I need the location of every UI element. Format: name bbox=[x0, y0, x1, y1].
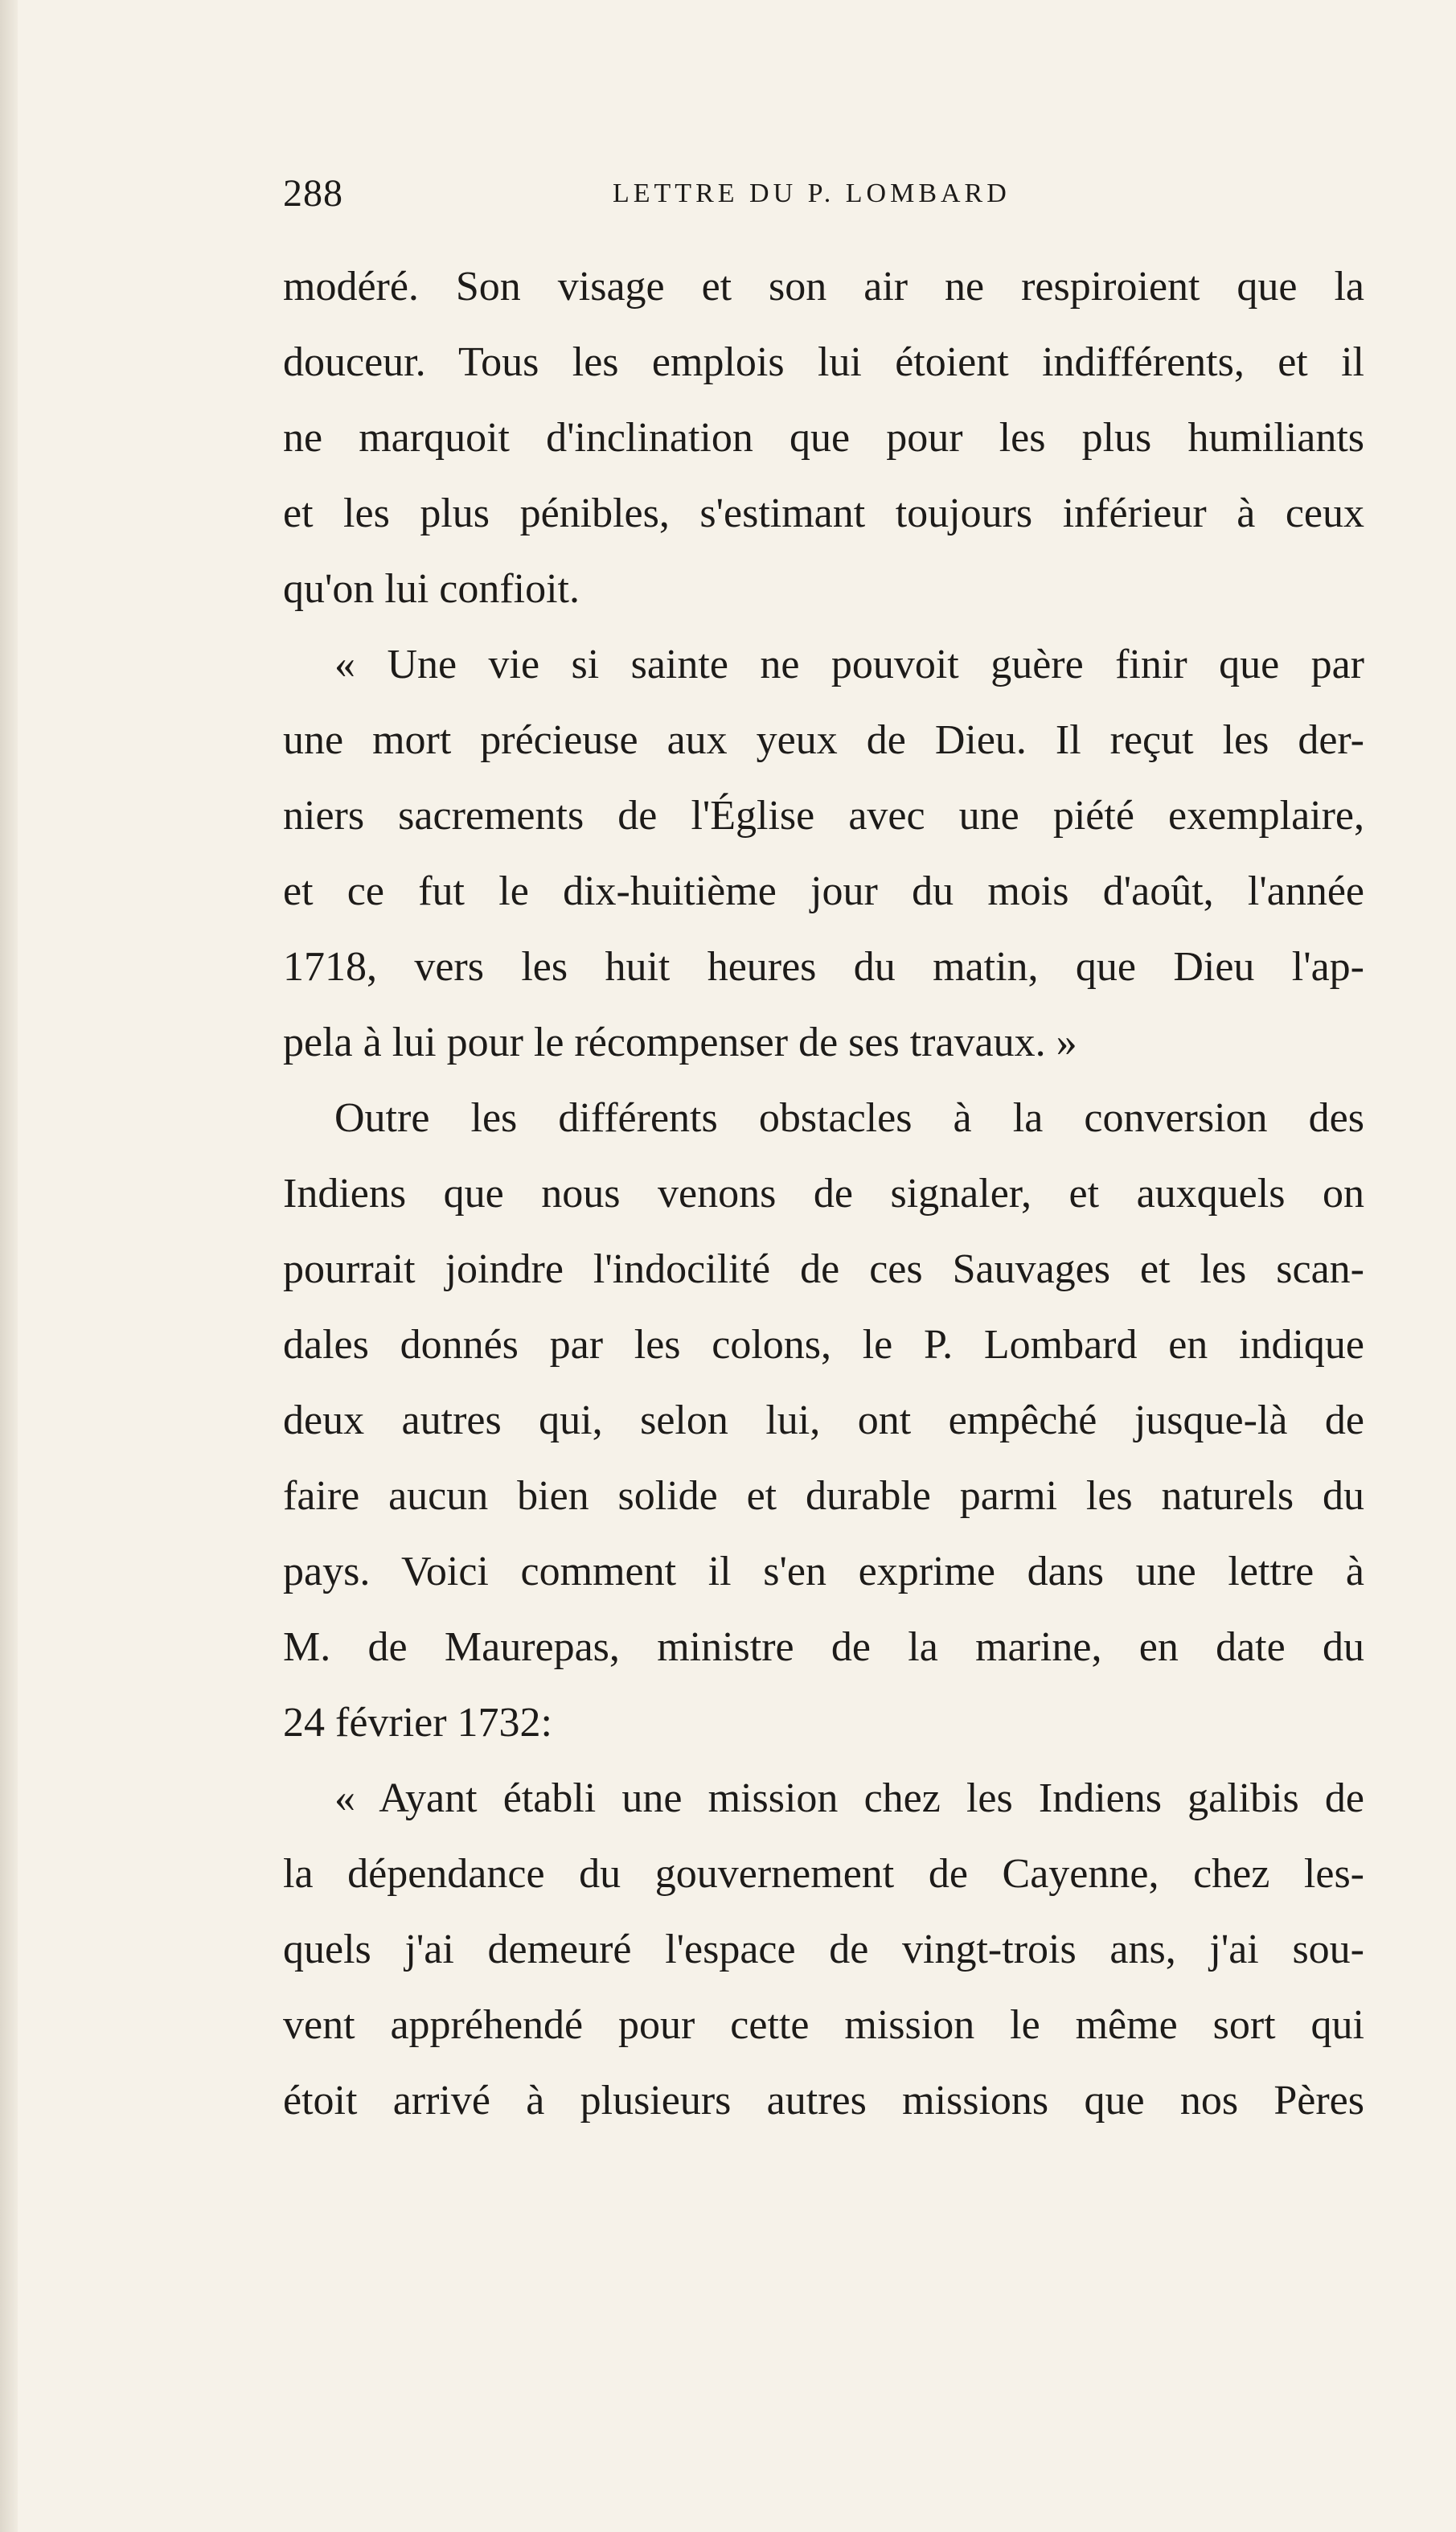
running-title: LETTRE DU P. LOMBARD bbox=[613, 179, 1011, 208]
text-line: la dépendance du gouvernement de Cayenne, chez les- bbox=[283, 1851, 1364, 1897]
text-line: Outre les différents obstacles à la conversion des bbox=[334, 1095, 1364, 1141]
text-line: douceur. Tous les emplois lui étoient indifférents, et il bbox=[283, 339, 1364, 385]
text-line: modéré. Son visage et son air ne respiroient que la bbox=[283, 264, 1364, 310]
text-line: Indiens que nous venons de signaler, et auxquels on bbox=[283, 1171, 1364, 1217]
binding-edge bbox=[0, 0, 18, 2532]
text-line: « Une vie si sainte ne pouvoit guère finir que par bbox=[334, 642, 1364, 687]
text-line: étoit arrivé à plusieurs autres missions que nos Pères bbox=[283, 2078, 1364, 2124]
text-line: 1718, vers les huit heures du matin, que Dieu l'ap- bbox=[283, 944, 1364, 990]
text-line: et les plus pénibles, s'estimant toujours inférieur à ceux bbox=[283, 490, 1364, 536]
text-line: ne marquoit d'inclination que pour les plus humiliants bbox=[283, 415, 1364, 461]
text-line: pays. Voici comment il s'en exprime dans une lettre à bbox=[283, 1549, 1364, 1594]
text-line: niers sacrements de l'Église avec une piété exemplaire, bbox=[283, 793, 1364, 839]
text-line: vent appréhendé pour cette mission le même sort qui bbox=[283, 2002, 1364, 2048]
text-line: qu'on lui confioit. bbox=[283, 566, 580, 612]
text-line: dales donnés par les colons, le P. Lombard en indique bbox=[283, 1322, 1364, 1368]
text-line: pela à lui pour le récompenser de ses travaux. » bbox=[283, 1020, 1077, 1065]
text-line: pourrait joindre l'indocilité de ces Sauvages et les scan- bbox=[283, 1246, 1364, 1292]
text-line: une mort précieuse aux yeux de Dieu. Il reçut les der- bbox=[283, 717, 1364, 763]
text-line: quels j'ai demeuré l'espace de vingt-trois ans, j'ai sou- bbox=[283, 1927, 1364, 1972]
running-head bbox=[283, 166, 1087, 222]
text-line: 24 février 1732: bbox=[283, 1700, 553, 1746]
text-line: M. de Maurepas, ministre de la marine, en date du bbox=[283, 1624, 1364, 1670]
body-text bbox=[283, 249, 1364, 2139]
text-line: « Ayant établi une mission chez les Indiens galibis de bbox=[334, 1775, 1364, 1821]
page-number: 288 bbox=[283, 172, 343, 215]
text-line: faire aucun bien solide et durable parmi les naturels du bbox=[283, 1473, 1364, 1519]
text-line: deux autres qui, selon lui, ont empêché jusque-là de bbox=[283, 1397, 1364, 1443]
text-line: et ce fut le dix-huitième jour du mois d'août, l'année bbox=[283, 868, 1364, 914]
